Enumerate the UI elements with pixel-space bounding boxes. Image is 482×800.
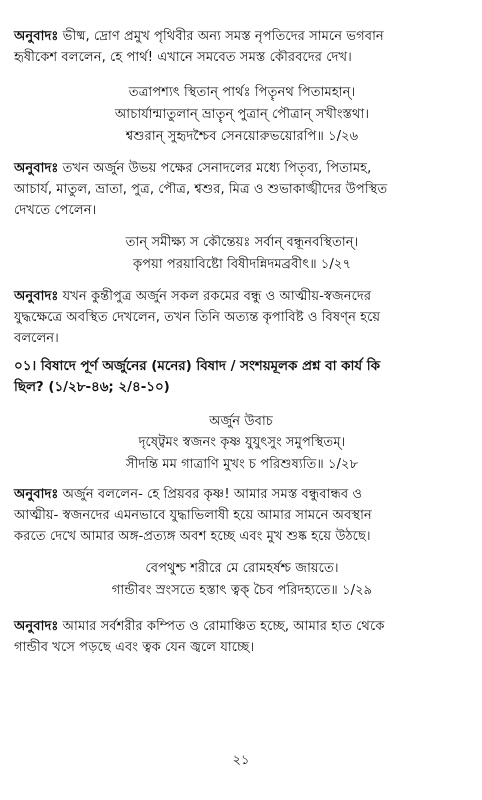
- translation-label: অনুবাদঃ: [14, 289, 59, 304]
- translation-label: অনুবাদঃ: [14, 487, 59, 502]
- translation-label: অনুবাদঃ: [14, 161, 59, 176]
- translation-paragraph: [14, 484, 470, 547]
- verse-line: সীদন্তি মম গাত্রাণি মুখং চ পরিশুষ্যতি॥ ১/২৮: [125, 457, 359, 472]
- translation-paragraph: [14, 158, 470, 221]
- question-heading: [14, 356, 470, 398]
- verse-line: তান্ সমীক্ষ্য স কৌন্তেয়ঃ সর্বান্ বন্ধূনবস্থিতান্।: [125, 235, 359, 250]
- translation-paragraph: [14, 286, 470, 349]
- verse-line: দৃষ্ট্বেমং স্বজনং কৃষ্ণ যুযুৎসুং সমুপস্থিতম্।: [138, 435, 346, 450]
- text-line: বললেন।: [14, 331, 59, 346]
- verse-line: তত্রাপশ্যৎ স্থিতান্ পার্থঃ পিতৄনথ পিতামহান্।: [128, 85, 356, 100]
- verse-line: শ্বশুরান্ সুহৃদশ্চৈব সেনয়োরুভয়োরপি॥ ১/২৬: [125, 129, 359, 144]
- text-line: অনুবাদঃ যখন কুন্তীপুত্র অর্জুন সকল রকমের বন্ধু ও আত্মীয়-স্বজনদের: [14, 289, 372, 304]
- text-line: গান্ডীব খসে পড়ছে এবং ত্বক যেন জ্বলে যাচ্ছে।: [14, 640, 255, 655]
- question-line: ০১। বিষাদে পূর্ণ অর্জুনের (মনের) বিষাদ / সংশয়মূলক প্রশ্ন বা কার্য কি: [14, 359, 380, 374]
- text-line: অনুবাদঃ তখন অর্জুন উভয় পক্ষের সেনাদলের মধ্যে পিতৃব্য, পিতামহ,: [14, 161, 372, 176]
- speaker-heading: অর্জুন উবাচ: [209, 414, 273, 429]
- text-line: যুদ্ধক্ষেত্রে অবস্থিত দেখলেন, তখন তিনি অত্যন্ত কৃপাবিষ্ট ও বিষণ্ন হয়ে: [14, 310, 381, 325]
- translation-label: অনুবাদঃ: [14, 29, 59, 44]
- text-line: দেখতে পেলেন।: [14, 203, 97, 218]
- text-line: অনুবাদঃ আমার সর্বশরীর কম্পিত ও রোমাঞ্চিত হচ্ছে, আমার হাত থেকে: [14, 619, 385, 634]
- translation-paragraph: [14, 616, 470, 658]
- verse-line: কৃপয়া পরয়াবিষ্টো বিষীদন্নিদমব্রবীৎ॥ ১/২৭: [132, 257, 352, 272]
- verse-line: বেপথুশ্চ শরীরে মে রোমহর্ষশ্চ জায়তে।: [145, 561, 339, 576]
- verse-line: আচার্যান্মাতুলান্ ভ্রাতৄন্ পুত্রান্ পৌত্রান্ সখীংস্তথা।: [114, 107, 370, 122]
- translation-paragraph: [14, 26, 470, 68]
- translation-label: অনুবাদঃ: [14, 619, 59, 634]
- sanskrit-verse: [14, 82, 470, 148]
- sanskrit-verse: [14, 558, 470, 602]
- text-line: আচার্য, মাতুল, ভ্রাতা, পুত্র, পৌত্র, শ্বশুর, মিত্র ও শুভাকাঙ্খীদের উপস্থিত: [14, 182, 388, 197]
- question-line: ছিল? (১/২৮-৪৬; ২/৪-১০): [14, 380, 170, 395]
- sanskrit-verse: [14, 432, 470, 476]
- text-line: করতে দেখে আমার অঙ্গ-প্রত্যঙ্গ অবশ হচ্ছে এবং মুখ শুষ্ক হয়ে উঠছে।: [14, 529, 371, 544]
- text-line: অনুবাদঃ অর্জুন বললেন- হে প্রিয়বর কৃষ্ণ! আমার সমস্ত বন্ধুবান্ধব ও: [14, 487, 363, 502]
- text-line: অনুবাদঃ ভীষ্ম, দ্রোণ প্রমুখ পৃথিবীর অন্য সমস্ত নৃপতিদের সামনে ভগবান: [14, 29, 384, 44]
- sanskrit-verse: [14, 232, 470, 276]
- text-line: আত্মীয়- স্বজনদের এমনভাবে যুদ্ধাভিলাষী হয়ে আমার সামনে অবস্থান: [14, 508, 372, 523]
- page-number: ২১: [232, 753, 250, 768]
- verse-line: গান্ডীবং স্রংসতে হস্তাৎ ত্বক্ চৈব পরিদহ্যতে॥ ১/২৯: [111, 583, 373, 598]
- text-line: হৃষীকেশ বললেন, হে পার্থ! এখানে সমবেত সমস্ত কৌরবদের দেখ।: [14, 50, 352, 65]
